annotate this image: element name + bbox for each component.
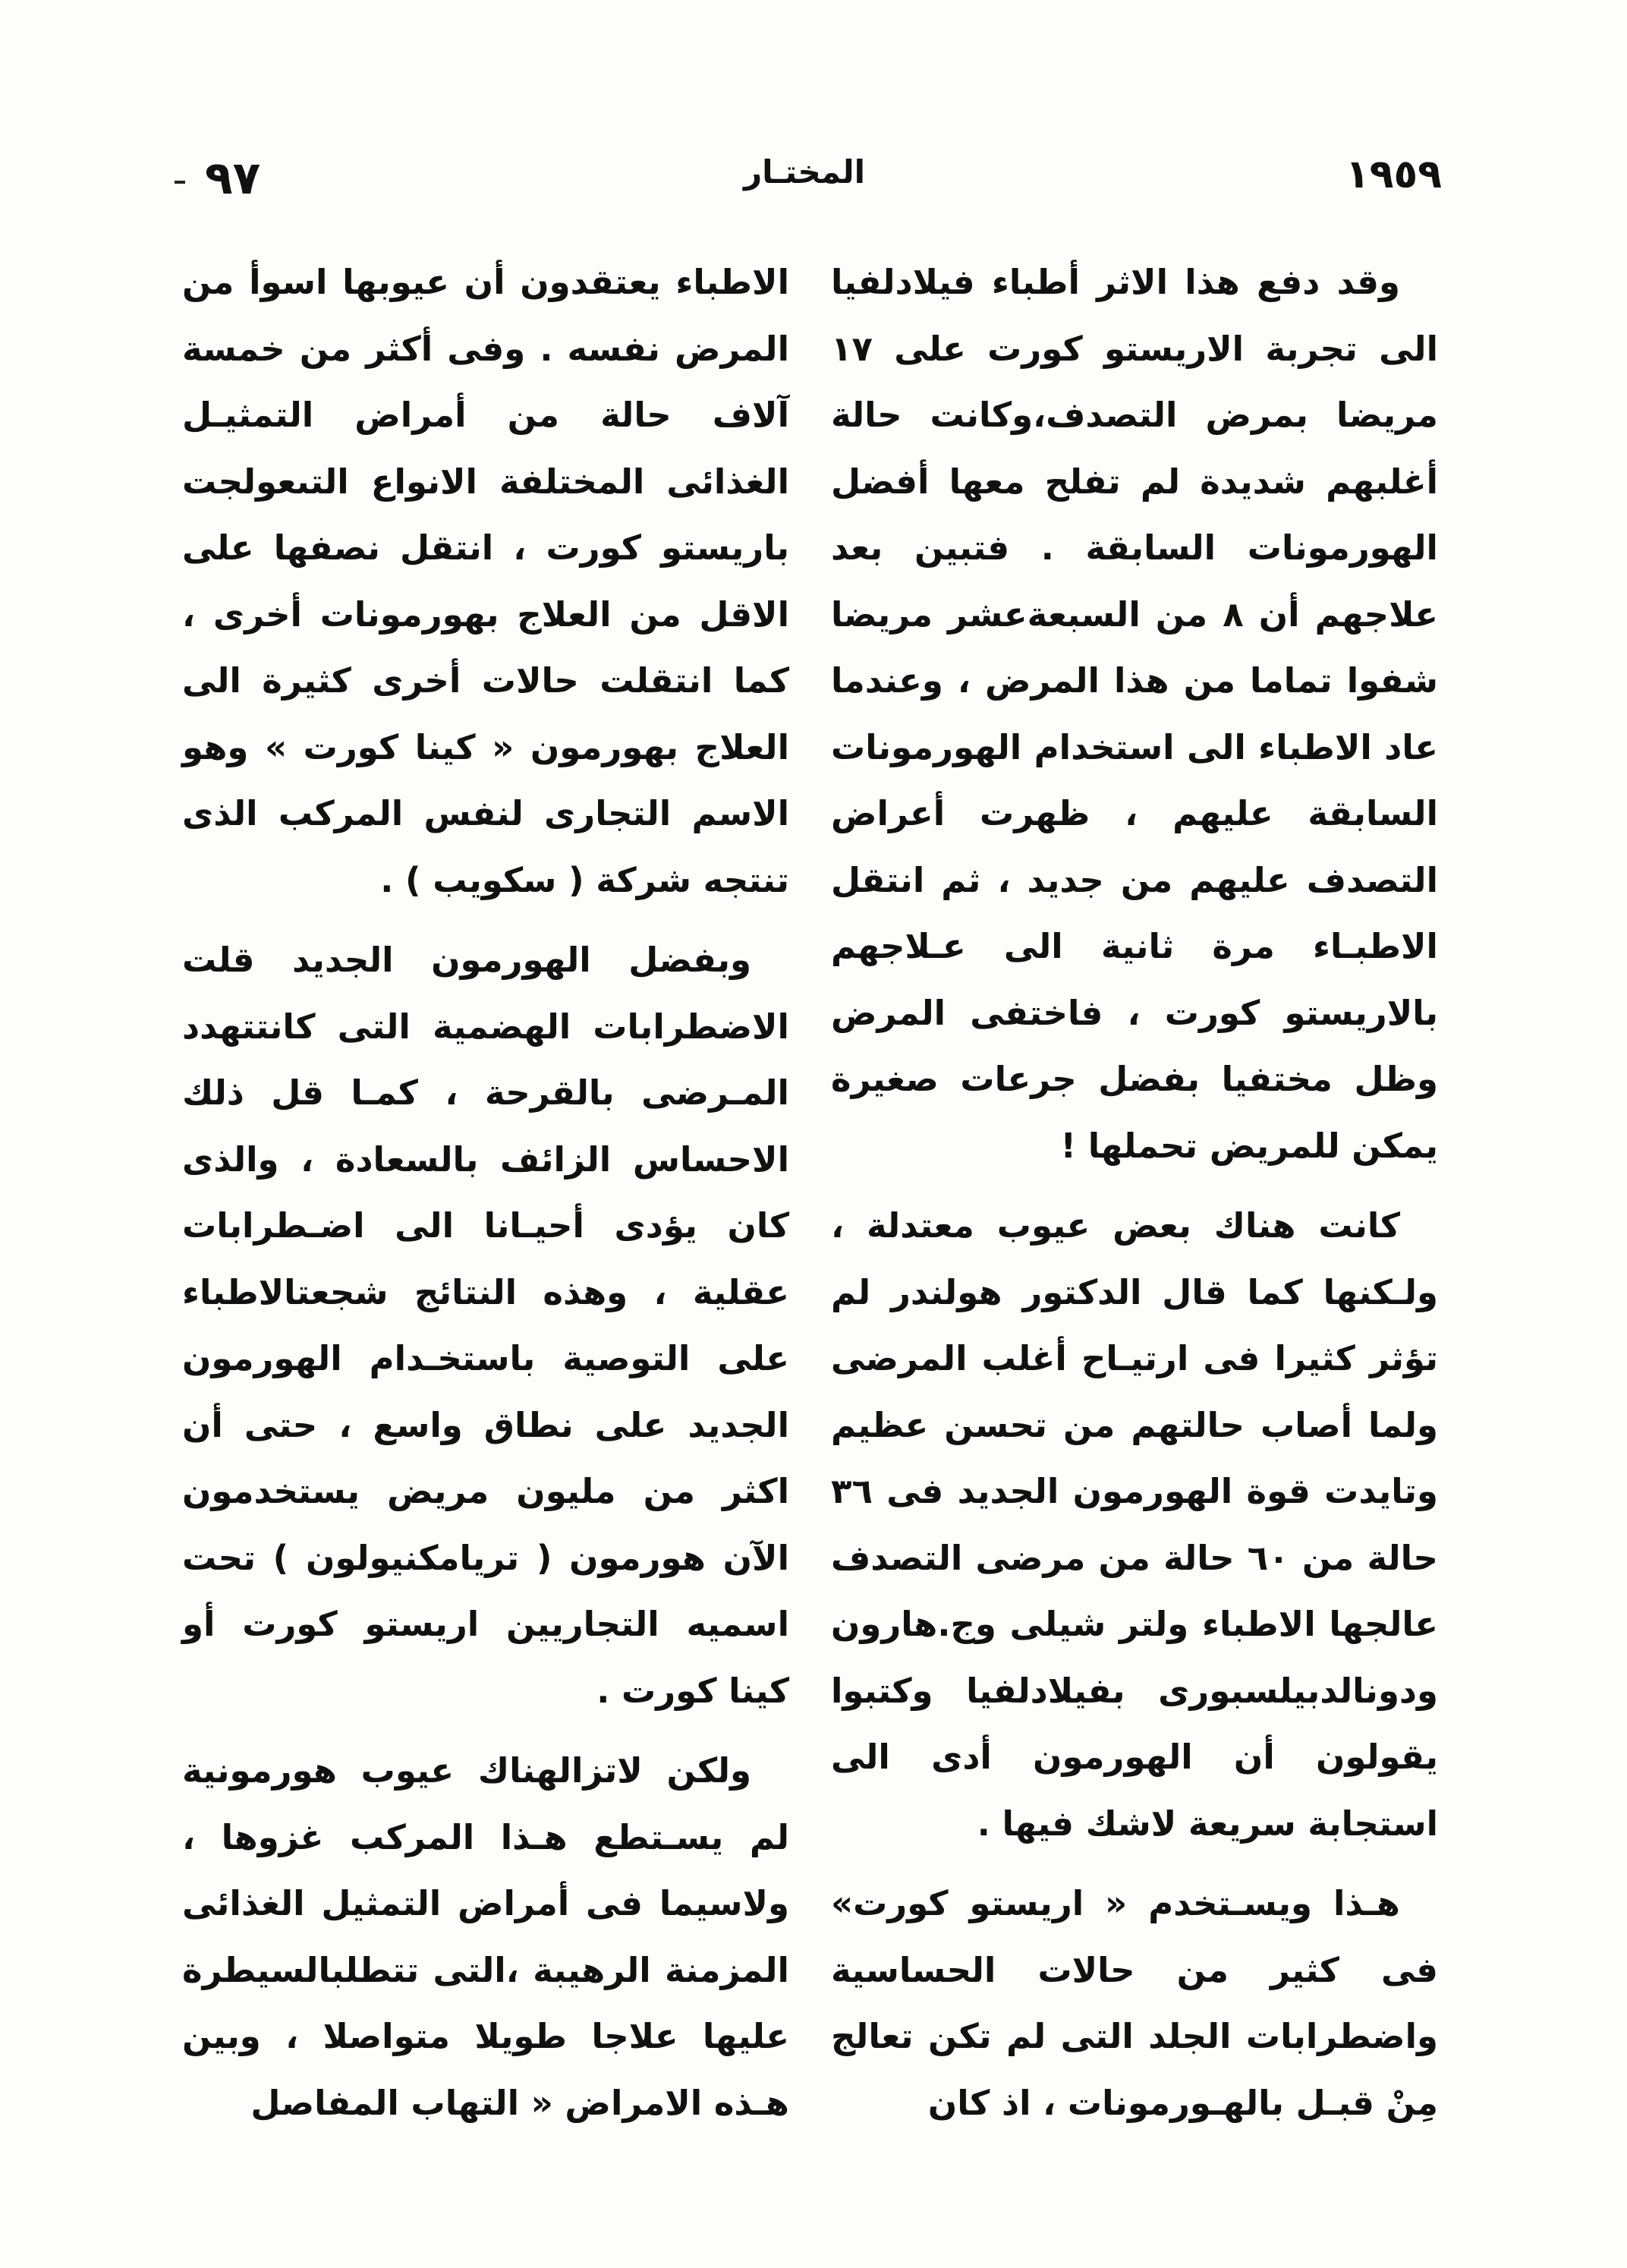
paragraph: كانت هناك بعض عيوب معتدلة ، ولـكنها كما قال الدكتور هولندر لم تؤثر كثيرا فى ارتيـاح أغلب المرضى ولما أصاب حالتهم من تحسن عظيم وتايدت قوة الهورمون الجديد فى ٣٦ حالة من ٦٠ حالة من مرضى التصدف عالجها الاطباء ولتر شيلى وج.هارون ودونالدبيلسبورى بفيلادلفيا وكتبوا يقولون أن الهورمون أدى الى استجابة سريعة لاشك فيها . (831, 1205, 1438, 1844)
paragraph: وقد دفع هذا الاثر أطباء فيلادلفيا الى تجربة الاريستو كورت على ١٧ مريضا بمرض التصدف،وكانت حالة أغلبهم شديدة لم تفلح معها أفضل الهورمونات السابقة . فتبين بعد علاجهم أن ٨ من السبعةعشر مريضا شفوا تماما من هذا المرض ، وعندما عاد الاطباء الى استخدام الهورمونات السابقة عليهم ، ظهرت أعراض التصدف عليهم من جديد ، ثم انتقل الاطبـاء مرة ثانية الى عـلاجهم بالاريستو كورت ، فاختفى المرض وظل مختفيا بفضل جرعات صغيرة يمكن للمريض تحملها ! (831, 262, 1438, 1166)
right-column (831, 249, 1438, 2150)
paragraph: ولكن لاتزالهناك عيوب هورمونية لم يسـتطع هـذا المركب غزوها ، ولاسيما فى أمراض التمثيل الغذائى المزمنة الرهيبة ،التى تتطلبالسيطرة عليها علاجا طويلا متواصلا ، وبين هـذه الامراض « التهاب المفاصل (182, 1750, 789, 2123)
year: ١٩٥٩ (1345, 152, 1442, 197)
page-number: ٩٧ (205, 152, 261, 205)
left-column (182, 249, 789, 2150)
running-header (190, 152, 1442, 213)
magazine-title: المختـار (744, 153, 866, 191)
header-dash (175, 181, 185, 184)
paragraph: وبفضل الهورمون الجديد قلت الاضطرابات الهضمية التى كانتتهدد المـرضى بالقرحة ، كمـا قل ذلك الاحساس الزائف بالسعادة ، والذى كان يؤدى أحيـانا الى اضـطرابات عقلية ، وهذه النتائج شجعتالاطباء على التوصية باستخـدام الهورمون الجديد على نطاق واسع ، حتى أن اكثر من مليون مريض يستخدمون الآن هورمون ( تريامكنيولون ) تحت اسميه التجاريين اريستو كورت أو كينا كورت . (182, 940, 789, 1711)
paragraph: الاطباء يعتقدون أن عيوبها اسوأ من المرض نفسه . وفى أكثر من خمسة آلاف حالة من أمراض التمثيـل الغذائى المختلفة الانواع التىعولجت باريستو كورت ، انتقل نصفها على الاقل من العلاج بهورمونات أخرى ، كما انتقلت حالات أخرى كثيرة الى العلاج بهورمون « كينا كورت » وهو الاسم التجارى لنفس المركب الذى تنتجه شركة ( سكويب ) . (182, 262, 789, 900)
paragraph: هـذا ويسـتخدم « اريستو كورت» فى كثير من حالات الحساسية واضطرابات الجلد التى لم تكن تعالج مِنْ قبـل بالهـورمونات ، اذ كان (831, 1883, 1438, 2123)
